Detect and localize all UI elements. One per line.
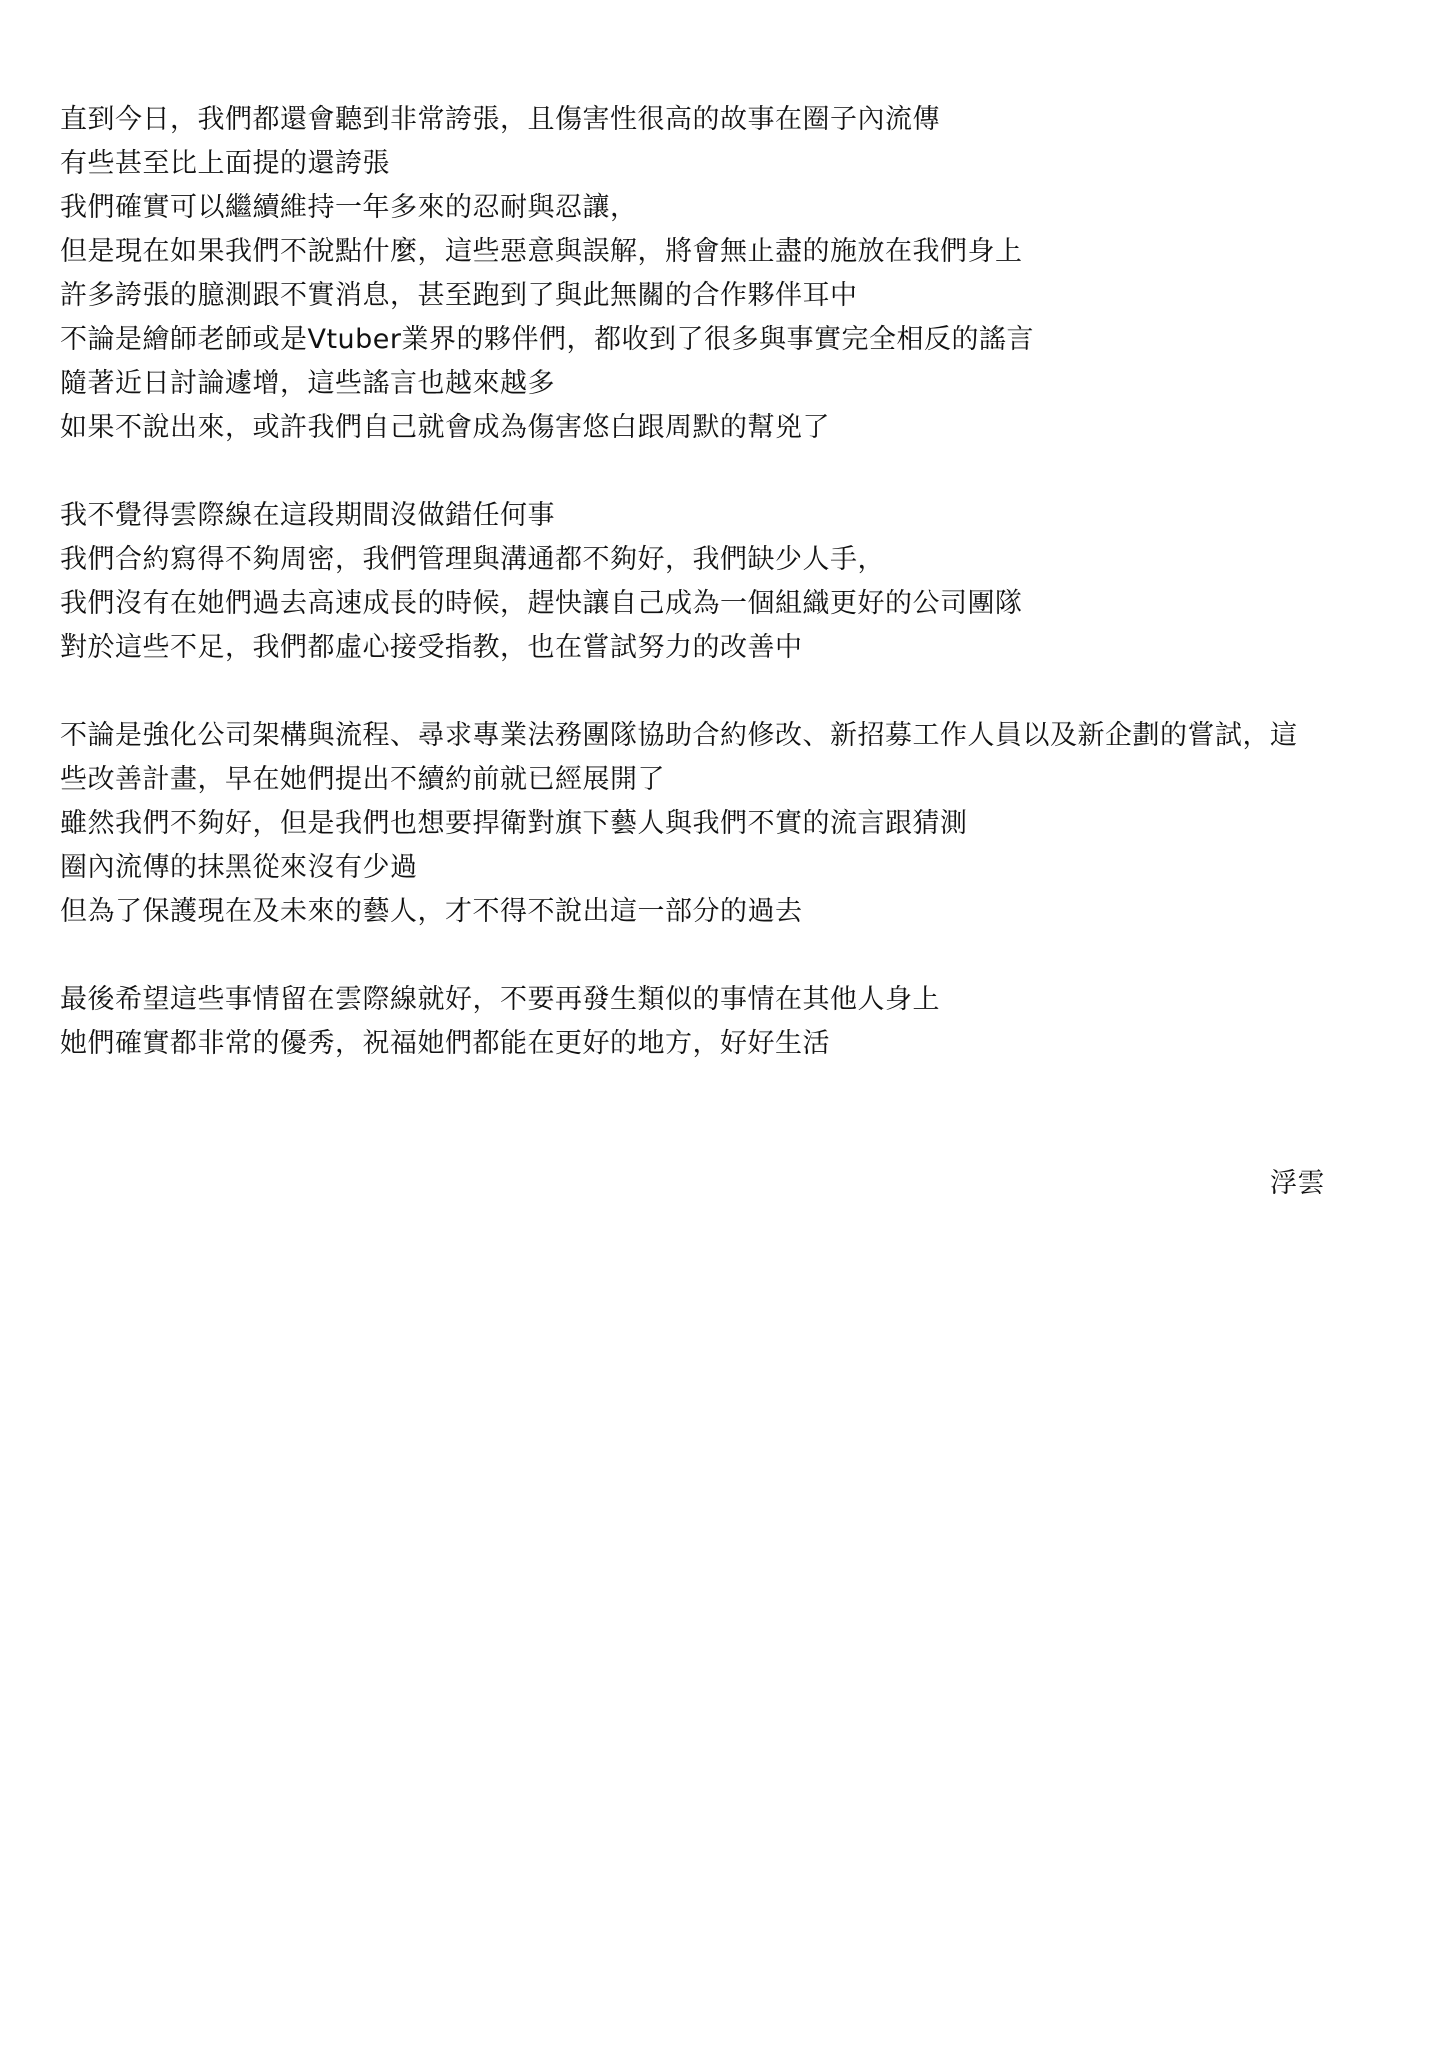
- text-line: 不論是繪師老師或是Vtuber業界的夥伴們，都收到了很多與事實完全相反的謠言: [60, 324, 1035, 355]
- text-line: 有些甚至比上面提的還誇張: [60, 148, 390, 179]
- text-line: 直到今日，我們都還會聽到非常誇張，且傷害性很高的故事在圈子內流傳: [60, 104, 940, 135]
- text-line: 如果不說出來，或許我們自己就會成為傷害悠白跟周默的幫兇了: [60, 412, 830, 443]
- text-line: 對於這些不足，我們都虛心接受指教，也在嘗試努力的改善中: [60, 632, 803, 663]
- paragraph-1: [60, 98, 1400, 450]
- text-line: 我不覺得雲際線在這段期間沒做錯任何事: [60, 500, 555, 531]
- paragraph-2: [60, 494, 1400, 670]
- text-line: 許多誇張的臆測跟不實消息，甚至跑到了與此無關的合作夥伴耳中: [60, 280, 858, 311]
- text-line: 我們確實可以繼續維持一年多來的忍耐與忍讓，: [60, 192, 638, 223]
- text-line: 我們合約寫得不夠周密，我們管理與溝通都不夠好，我們缺少人手，: [60, 544, 885, 575]
- statement-body: [60, 98, 1400, 1110]
- paragraph-3: [60, 714, 1400, 934]
- signature: 浮雲: [1270, 1168, 1325, 1199]
- text-line: 最後希望這些事情留在雲際線就好，不要再發生類似的事情在其他人身上: [60, 984, 940, 1015]
- text-line: 雖然我們不夠好，但是我們也想要捍衛對旗下藝人與我們不實的流言跟猜測: [60, 808, 968, 839]
- paragraph-4: [60, 978, 1400, 1066]
- text-line: 但是現在如果我們不說點什麼，這些惡意與誤解，將會無止盡的施放在我們身上: [60, 236, 1023, 267]
- text-line: 不論是強化公司架構與流程、尋求專業法務團隊協助合約修改、新招募工作人員以及新企劃的嘗試，這: [60, 720, 1298, 751]
- text-line: 我們沒有在她們過去高速成長的時候，趕快讓自己成為一個組織更好的公司團隊: [60, 588, 1023, 619]
- text-line: 但為了保護現在及未來的藝人，才不得不說出這一部分的過去: [60, 896, 803, 927]
- text-line: 些改善計畫，早在她們提出不續約前就已經展開了: [60, 764, 665, 795]
- text-line: 她們確實都非常的優秀，祝福她們都能在更好的地方，好好生活: [60, 1028, 830, 1059]
- text-line: 隨著近日討論遽增，這些謠言也越來越多: [60, 368, 555, 399]
- text-line: 圈內流傳的抹黑從來沒有少過: [60, 852, 418, 883]
